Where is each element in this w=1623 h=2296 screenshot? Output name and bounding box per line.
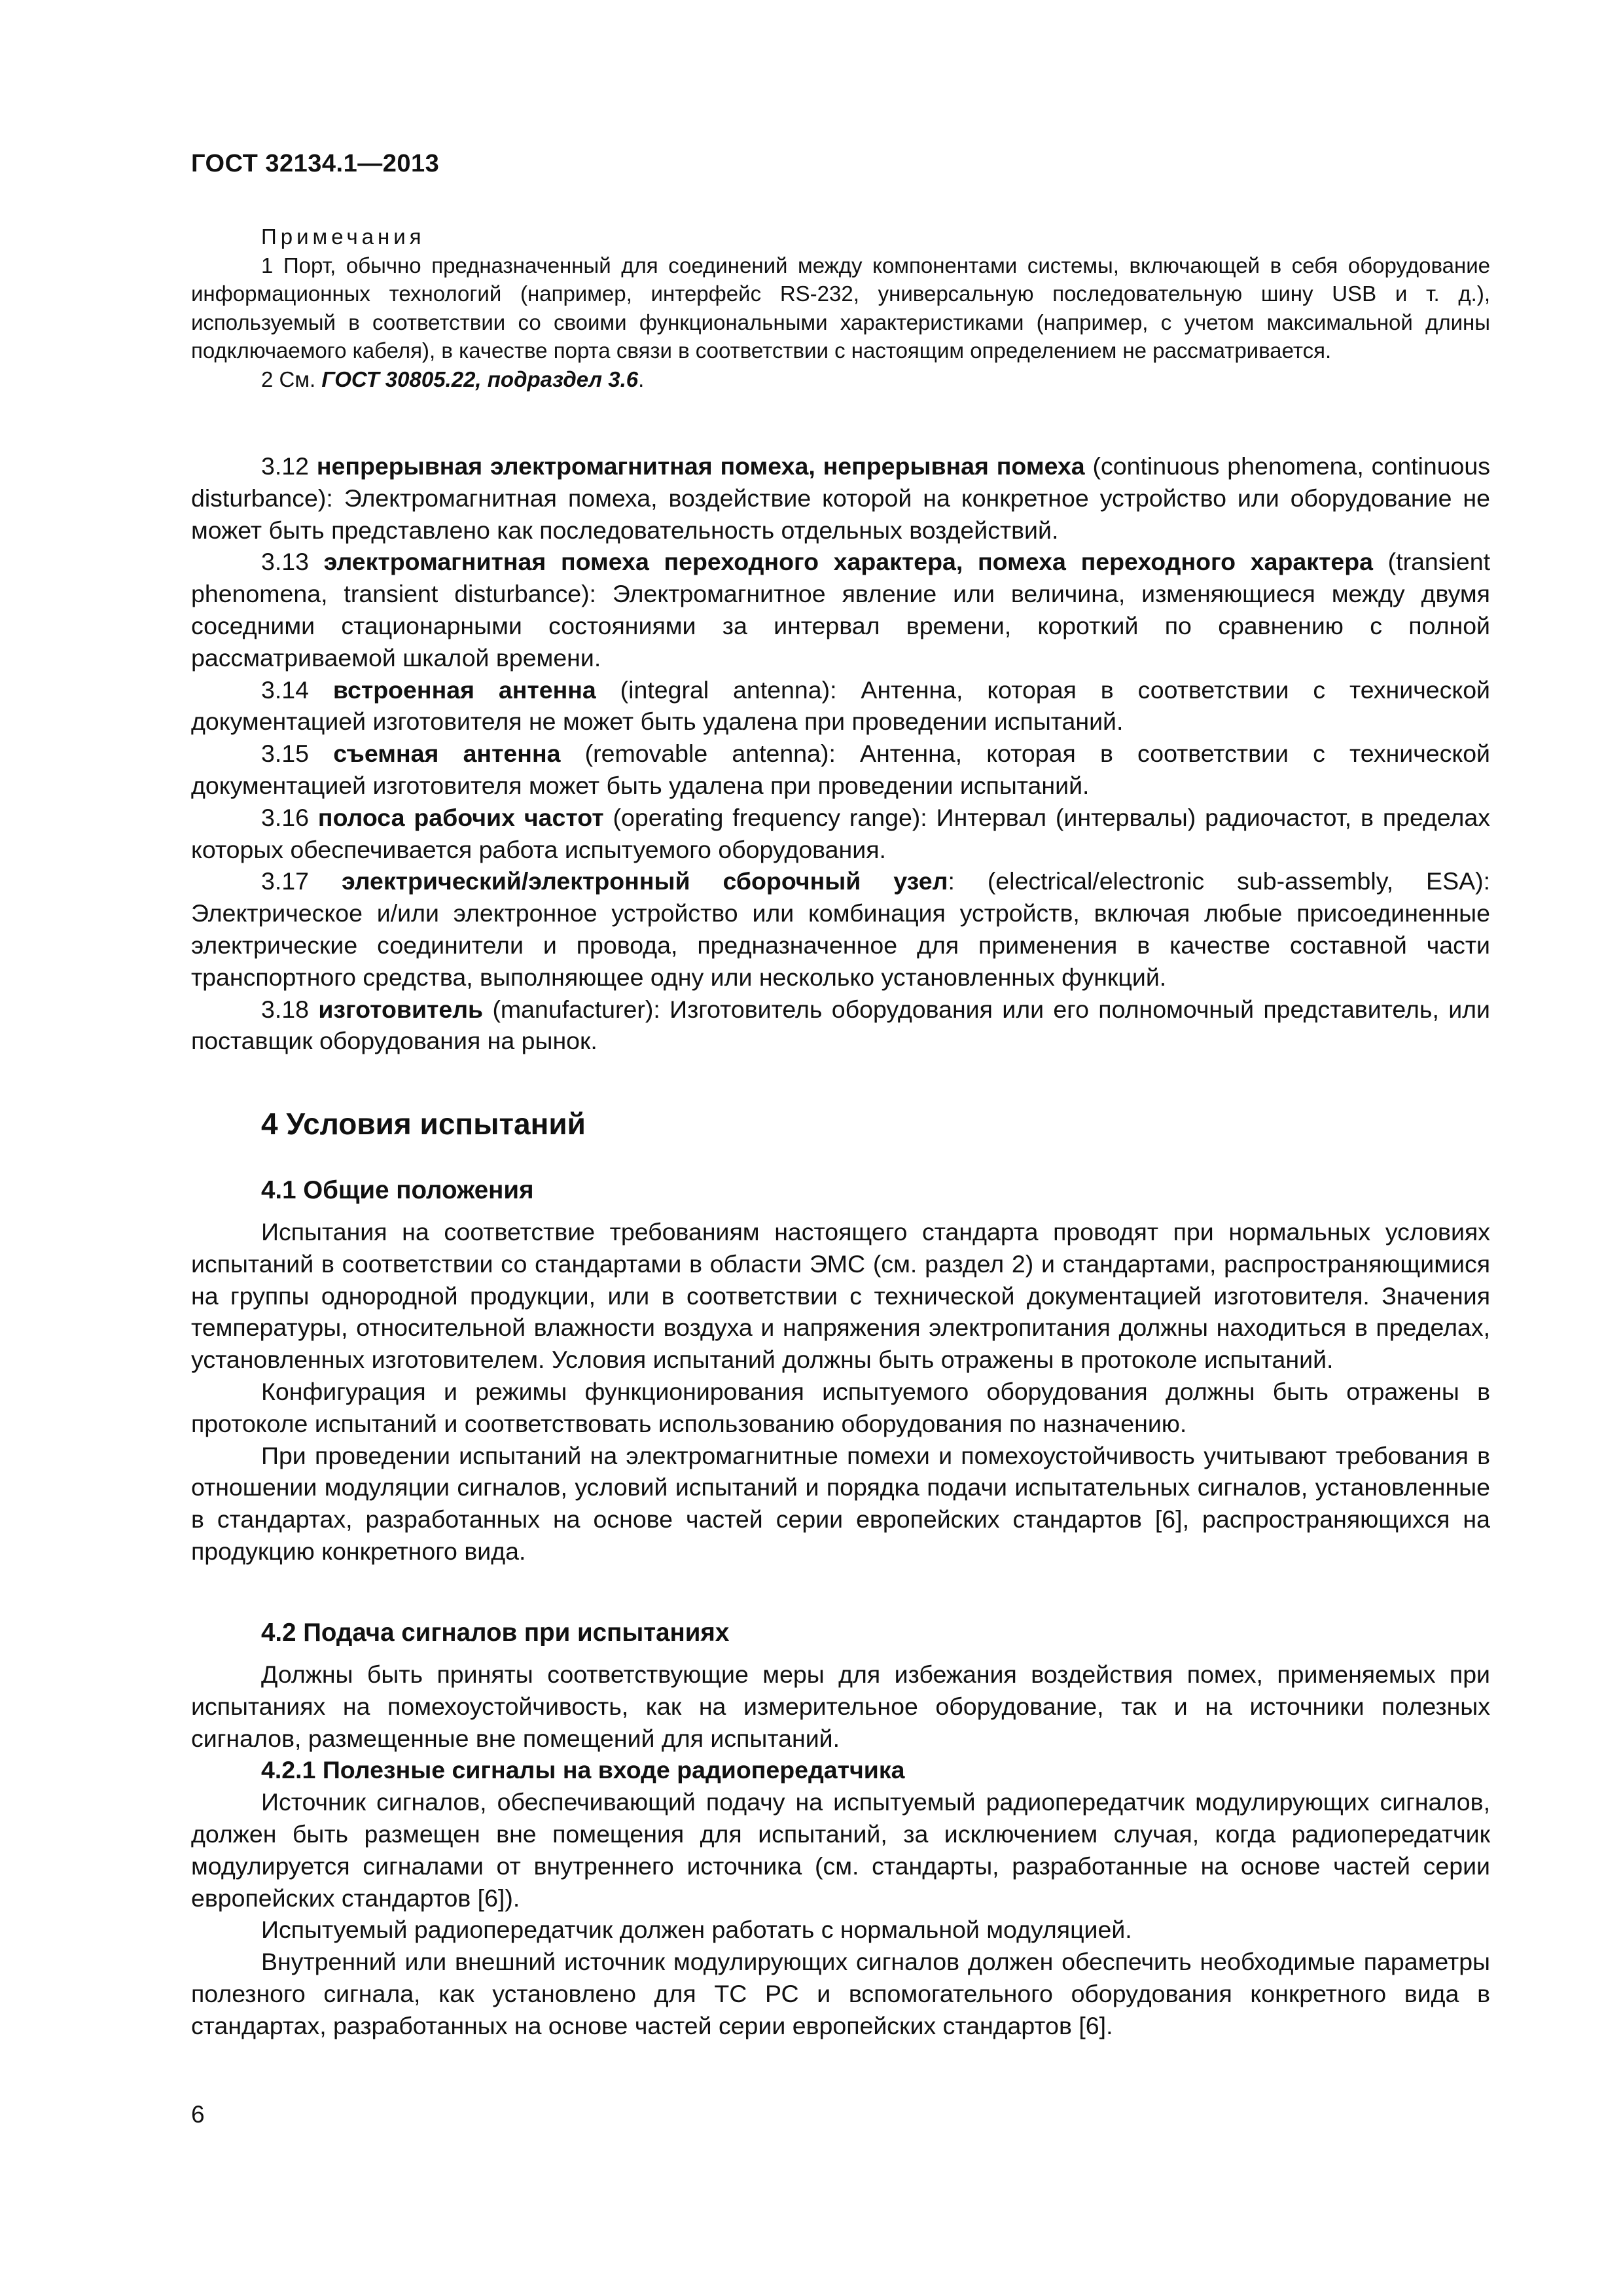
definition-number: 3.15 bbox=[261, 740, 334, 768]
notes-block bbox=[191, 223, 1490, 393]
note-1: 1 Порт, обычно предназначенный для соединений между компонентами системы, включающей в себя оборудование информационных технологий (например, интерфейс RS-232, универсальную последовательную шину USB и т. д.), используемый в соответствии со своими функциональными характеристиками (например, с учетом максимальной длины подключаемого кабеля), в качестве порта связи в соответствии с настоящим определением не рассматривается. bbox=[191, 253, 1490, 363]
definition-text: (removable antenna): Антенна, которая в соответствии с технической документацией изготовителя может быть удалена при проведении испытаний. bbox=[191, 740, 1491, 799]
paragraph: Испытания на соответствие требованиям настоящего стандарта проводят при нормальных условиях испытаний в соответствии со стандартами в области ЭМС (см. раздел 2) и стандартами, распространяющимися на группы однородной продукции, или в соответствии с технической документацией изготовителя. Значения температуры, относительной влажности воздуха и напряжения электропитания должны находиться в пределах, установленных изготовителем. Условия испытаний должны быть отражены в протоколе испытаний. bbox=[191, 1218, 1490, 1374]
definition-term: полоса рабочих частот bbox=[317, 803, 604, 831]
definition-term: электрический/электронный сборочный узел bbox=[341, 867, 948, 895]
note-2-reference: ГОСТ 30805.22, подраздел 3.6 bbox=[321, 367, 639, 391]
definition-3-18 bbox=[191, 994, 1490, 1058]
definition-number: 3.14 bbox=[261, 675, 333, 704]
section-4-2-heading: 4.2 Подача сигналов при испытаниях bbox=[261, 1619, 730, 1647]
definition-3-15 bbox=[191, 738, 1490, 802]
paragraph: Конфигурация и режимы функционирования испытуемого оборудования должны быть отражены в протоколе испытаний и соответствовать использованию оборудования по назначению. bbox=[191, 1377, 1490, 1437]
note-2-suffix: . bbox=[638, 367, 645, 391]
section-4-2-body bbox=[191, 1659, 1490, 2042]
definition-term: встроенная антенна bbox=[332, 675, 596, 704]
note-2 bbox=[191, 365, 1490, 394]
note-2-prefix: 2 См. bbox=[261, 367, 322, 391]
definition-term: съемная антенна bbox=[333, 740, 561, 768]
section-4-heading: 4 Условия испытаний bbox=[261, 1107, 586, 1141]
definition-3-12 bbox=[191, 450, 1490, 546]
definition-text: (manufacturer): Изготовитель оборудования или его полномочный представитель, или поставщик оборудования на рынок. bbox=[191, 995, 1490, 1055]
paragraph: Источник сигналов, обеспечивающий подачу на испытуемый радиопередатчик модулирующих сигналов, должен быть размещен вне помещения для испытаний, за исключением случая, когда радиопередатчик модулируется сигналами от внутреннего источника (см. стандарты, разработанные на основе частей серии европейских стандартов [6]). bbox=[191, 1788, 1490, 1912]
definition-3-13 bbox=[191, 546, 1490, 673]
definitions-list bbox=[191, 450, 1490, 1057]
definition-text: (integral antenna): Антенна, которая в соответствии с технической документацией изготовителя не может быть удалена при проведении испытаний. bbox=[191, 675, 1490, 736]
paragraph: При проведении испытаний на электромагнитные помехи и помехоустойчивость учитывают требования в отношении модуляции сигналов, условий испытаний и порядка подачи испытательных сигналов, установленные в стандартах, разработанных на основе частей серии европейских стандартов [6], распространяющихся на продукцию конкретного вида. bbox=[191, 1441, 1490, 1565]
paragraph: Внутренний или внешний источник модулирующих сигналов должен обеспечить необходимые параметры полезного сигнала, как установлено для ТС РС и вспомогательного оборудования конкретного вида в стандартах, разработанных на основе частей серии европейских стандартов [6]. bbox=[191, 1948, 1490, 2039]
definition-number: 3.18 bbox=[261, 995, 319, 1023]
page-number: 6 bbox=[191, 2101, 205, 2128]
definition-text: (continuous phenomena, continuous disturbance): Электромагнитная помеха, воздействие которой на конкретное устройство или оборудование не может быть представлено как последовательность отдельных воздействий. bbox=[191, 452, 1491, 544]
notes-title: Примечания bbox=[261, 224, 425, 249]
definition-number: 3.17 bbox=[261, 867, 342, 895]
definition-number: 3.13 bbox=[261, 548, 324, 576]
section-4-1-body bbox=[191, 1216, 1490, 1568]
document-page bbox=[191, 0, 1490, 2296]
paragraph: Должны быть приняты соответствующие меры для избежания воздействия помех, применяемых при испытаниях на помехоустойчивость, как на измерительное оборудование, так и на источники полезных сигналов, размещенные вне помещений для испытаний. bbox=[191, 1660, 1490, 1752]
definition-3-14 bbox=[191, 674, 1490, 738]
definition-3-17 bbox=[191, 865, 1490, 993]
definition-text: : (electrical/electronic sub-assembly, ESA): Электрическое и/или электронное устройство или комбинация устройств, включая любые присоединенные электрические соединители и провода, предназначенное для применения в качестве составной части транспортного средства, выполняющее одну или несколько установленных функций. bbox=[191, 867, 1490, 991]
definition-term: изготовитель bbox=[318, 995, 484, 1023]
section-4-2-1-heading: 4.2.1 Полезные сигналы на входе радиопередатчика bbox=[261, 1756, 905, 1784]
definition-number: 3.16 bbox=[261, 803, 318, 831]
paragraph: Испытуемый радиопередатчик должен работать с нормальной модуляцией. bbox=[261, 1916, 1132, 1944]
section-4-1-heading: 4.1 Общие положения bbox=[261, 1176, 534, 1204]
definition-text: (transient phenomena, transient disturbance): Электромагнитное явление или величина, изменяющиеся между двумя соседними стационарными состояниями за интервал времени, короткий по сравнению с полной рассматриваемой шкалой времени. bbox=[191, 548, 1490, 672]
definition-term: непрерывная электромагнитная помеха, непрерывная помеха bbox=[316, 452, 1085, 480]
document-header: ГОСТ 32134.1—2013 bbox=[191, 150, 440, 177]
definition-3-16 bbox=[191, 802, 1490, 866]
definition-term: электромагнитная помеха переходного характера, помеха переходного характера bbox=[323, 548, 1373, 576]
definition-number: 3.12 bbox=[261, 452, 317, 480]
definition-text: (operating frequency range): Интервал (интервалы) радиочастот, в пределах которых обеспечивается работа испытуемого оборудования. bbox=[191, 803, 1491, 863]
